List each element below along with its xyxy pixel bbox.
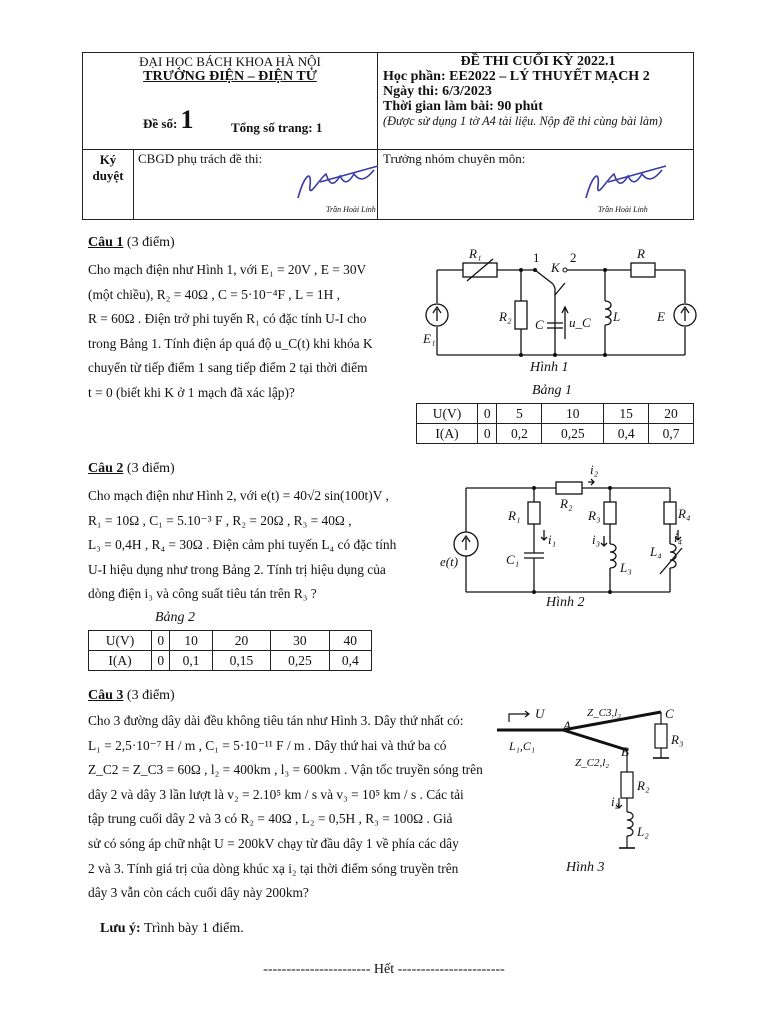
footer-note-label: Lưu ý: xyxy=(100,921,141,936)
table-1-cell: 0 xyxy=(478,404,497,424)
fig1-label-r: R xyxy=(637,246,645,261)
fig1-label-contact-1: 1 xyxy=(533,250,540,265)
table-1-caption: Bảng 1 xyxy=(532,383,573,398)
q2-line: dòng điện i₃ và công suất tiêu tán trên R₃ ? xyxy=(88,586,317,602)
fig2-label-l3: L₃ xyxy=(620,560,632,575)
fig3-label-u: U xyxy=(535,706,545,721)
table-1-u-label: U(V) xyxy=(417,404,478,424)
table-1 xyxy=(416,403,694,444)
table-2-cell: 40 xyxy=(329,631,371,651)
table-2-cell: 0,1 xyxy=(170,651,212,671)
q3-heading xyxy=(88,688,175,704)
exam-number: 1 xyxy=(180,105,194,134)
head-label: Trưởng nhóm chuyên môn: xyxy=(383,150,526,166)
q3-line: L₁ = 2,5·10⁻⁷ H / m , C₁ = 5·10⁻¹¹ F / m . Dây thứ hai và thứ ba có xyxy=(88,737,447,753)
table-1-cell: 0,7 xyxy=(649,424,694,444)
q3-title: Câu 3 xyxy=(88,688,124,703)
q3-line: tập trung cuối dây 2 và 3 có R₂ = 40Ω , L₂ = 0,5H , R₃ = 100Ω . Giả xyxy=(88,811,453,827)
fig2-label-r1: R₁ xyxy=(508,508,521,523)
table-2-cell: 0 xyxy=(152,651,170,671)
exam-number-label: Đề số: xyxy=(143,116,178,131)
fig2-label-r4: R₄ xyxy=(678,506,691,521)
fig2-label-r3: R₃ xyxy=(588,508,601,523)
fig1-label-r1: R₁ xyxy=(469,246,482,261)
figure-2-caption: Hình 2 xyxy=(546,595,585,610)
q2-line: U-I hiệu dụng như trong Bảng 2. Tính trị hiệu dụng của xyxy=(88,561,386,577)
q1-line: trong Bảng 1. Tính điện áp quá độ u_C(t) khi khóa K xyxy=(88,335,373,351)
table-1-cell: 0,25 xyxy=(542,424,604,444)
q1-heading xyxy=(88,235,175,251)
exam-header-table xyxy=(82,52,694,220)
fig3-label-a: A xyxy=(563,718,571,733)
sign-label-2: duyệt xyxy=(92,167,124,183)
q1-title: Câu 1 xyxy=(88,235,124,250)
footer-note xyxy=(100,921,244,937)
figure-2-circuit xyxy=(438,460,691,600)
exam-title: ĐỀ THI CUỐI KỲ 2022.1 xyxy=(460,54,616,69)
q3-line: Z_C2 = Z_C3 = 60Ω , l₂ = 400km , l₃ = 600km . Vận tốc truyền sóng trên xyxy=(88,762,483,778)
q2-line: R₁ = 10Ω , C₁ = 5.10⁻³ F , R₂ = 20Ω , R₃ = 40Ω , xyxy=(88,512,352,528)
fig3-label-z2: Z_C2,l₂ xyxy=(575,757,610,769)
lecturer-signature xyxy=(290,156,386,208)
head-cell xyxy=(378,149,694,219)
page-count: Tổng số trang: 1 xyxy=(231,120,323,135)
q2-text xyxy=(88,484,433,607)
fig3-label-b: B xyxy=(621,744,629,759)
q1-line: chuyển từ tiếp điểm 1 sang tiếp điểm 2 tại thời điểm xyxy=(88,360,368,376)
fig2-label-e: e(t) xyxy=(440,554,459,569)
fig3-label-i2: i₂ xyxy=(611,794,620,809)
q3-line: sử có sóng áp chữ nhật U = 200kV chạy từ đầu dây 1 về phía các dây xyxy=(88,835,459,851)
table-1-cell: 20 xyxy=(649,404,694,424)
fig2-label-r2: R₂ xyxy=(560,496,573,511)
table-2-cell: 0,25 xyxy=(271,651,329,671)
table-2 xyxy=(88,630,372,671)
q3-line: 2 và 3. Tính giá trị của dòng khúc xạ i₂ tại thời điểm sóng truyền trên xyxy=(88,860,459,876)
lecturer-label: CBGD phụ trách đề thi: xyxy=(138,150,263,166)
q1-line: R = 60Ω . Điện trở phi tuyến R₁ có đặc tính U-I cho xyxy=(88,311,367,327)
figure-3-lines xyxy=(495,700,695,860)
q3-line: Cho 3 đường dây dài đều không tiêu tán như Hình 3. Dây thứ nhất có: xyxy=(88,713,464,728)
figure-1-caption: Hình 1 xyxy=(530,360,569,375)
fig1-label-c: C xyxy=(535,317,544,332)
fig3-label-c: C xyxy=(665,706,674,721)
table-1-cell: 15 xyxy=(604,404,649,424)
fig1-label-k: K xyxy=(551,260,560,275)
table-2-cell: 10 xyxy=(170,631,212,651)
figure-1-circuit xyxy=(415,243,695,365)
figure-3-caption: Hình 3 xyxy=(566,860,605,875)
header-right-cell xyxy=(378,53,694,150)
header-left-cell xyxy=(83,53,378,150)
fig1-label-contact-2: 2 xyxy=(570,250,577,265)
lecturer-cell xyxy=(134,149,378,219)
q2-heading xyxy=(88,461,175,477)
table-2-cell: 0 xyxy=(152,631,170,651)
fig3-label-l2: L₂ xyxy=(637,824,649,839)
q3-points: (3 điểm) xyxy=(126,688,175,703)
school-name: TRƯỜNG ĐIỆN – ĐIỆN TỬ xyxy=(143,69,317,84)
course-name: Học phần: EE2022 – LÝ THUYẾT MẠCH 2 xyxy=(383,69,650,84)
fig2-label-i1: i₁ xyxy=(548,532,557,547)
table-1-cell: 5 xyxy=(497,404,542,424)
end-marker: ----------------------- Hết ----------------------- xyxy=(263,962,505,977)
exam-duration: Thời gian làm bài: 90 phút xyxy=(383,99,543,114)
table-2-i-label: I(A) xyxy=(89,651,152,671)
table-1-cell: 0 xyxy=(478,424,497,444)
university-name: ĐẠI HỌC BÁCH KHOA HÀ NỘI xyxy=(139,54,321,69)
q3-text xyxy=(88,709,488,906)
table-1-cell: 10 xyxy=(542,404,604,424)
q1-line: Cho mạch điện như Hình 1, với E₁ = 20V , E = 30V xyxy=(88,262,367,277)
fig2-label-c1: C₁ xyxy=(506,552,520,567)
fig3-label-r3: R₃ xyxy=(671,732,684,747)
fig1-label-e1: E₁ xyxy=(423,331,436,346)
fig1-label-r2: R₂ xyxy=(499,309,512,324)
q1-line: (một chiều), R₂ = 40Ω , C = 5·10⁻⁴F , L = 1H , xyxy=(88,286,340,302)
q1-line: t = 0 (biết khi K ở 1 mạch đã xác lập)? xyxy=(88,384,295,400)
q2-line: Cho mạch điện như Hình 2, với e(t) = 40√2 sin(100t)V , xyxy=(88,488,389,503)
fig2-label-i4: i₄ xyxy=(674,530,683,545)
table-2-caption: Bảng 2 xyxy=(155,610,196,625)
table-2-cell: 20 xyxy=(212,631,270,651)
head-signature xyxy=(578,154,674,206)
exam-date: Ngày thi: 6/3/2023 xyxy=(383,84,492,99)
table-1-cell: 0,2 xyxy=(497,424,542,444)
fig1-label-uc: u_C xyxy=(569,315,591,330)
fig3-label-z3: Z_C3,l₃ xyxy=(587,707,622,719)
q2-line: L₃ = 0,4H , R₄ = 30Ω . Điện cảm phi tuyến L₄ có đặc tính xyxy=(88,537,397,553)
q1-text xyxy=(88,258,408,406)
fig1-label-l: L xyxy=(613,309,621,324)
q3-line: dây 2 và dây 3 lần lượt là v₂ = 2.10⁵ km / s và v₃ = 10⁵ km / s . Các tải xyxy=(88,786,464,802)
exam-note: (Được sử dụng 1 tờ A4 tài liệu. Nộp đề thi cùng bài làm) xyxy=(383,114,663,128)
signer-name-1: Trần Hoài Linh xyxy=(326,204,376,214)
table-2-u-label: U(V) xyxy=(89,631,152,651)
table-1-i-label: I(A) xyxy=(417,424,478,444)
fig1-label-e: E xyxy=(657,309,665,324)
q2-title: Câu 2 xyxy=(88,461,124,476)
table-1-cell: 0,4 xyxy=(604,424,649,444)
fig3-label-r2: R₂ xyxy=(637,778,650,793)
q2-points: (3 điểm) xyxy=(126,461,175,476)
footer-note-text: Trình bày 1 điểm. xyxy=(143,921,244,936)
signer-name-2: Trần Hoài Linh xyxy=(598,204,648,214)
fig2-label-i3: i₃ xyxy=(592,532,601,547)
q1-points: (3 điểm) xyxy=(126,235,175,250)
fig2-label-l4: L₄ xyxy=(650,544,662,559)
q3-line: dây 3 vẫn còn cách cuối dây này 200km? xyxy=(88,885,309,901)
table-2-cell: 0,15 xyxy=(212,651,270,671)
table-2-cell: 0,4 xyxy=(329,651,371,671)
fig2-label-i2: i₂ xyxy=(590,462,599,477)
fig3-label-l1c1: L₁,C₁ xyxy=(509,739,536,753)
sign-label-cell xyxy=(83,149,134,219)
table-2-cell: 30 xyxy=(271,631,329,651)
sign-label-1: Ký xyxy=(99,151,117,167)
